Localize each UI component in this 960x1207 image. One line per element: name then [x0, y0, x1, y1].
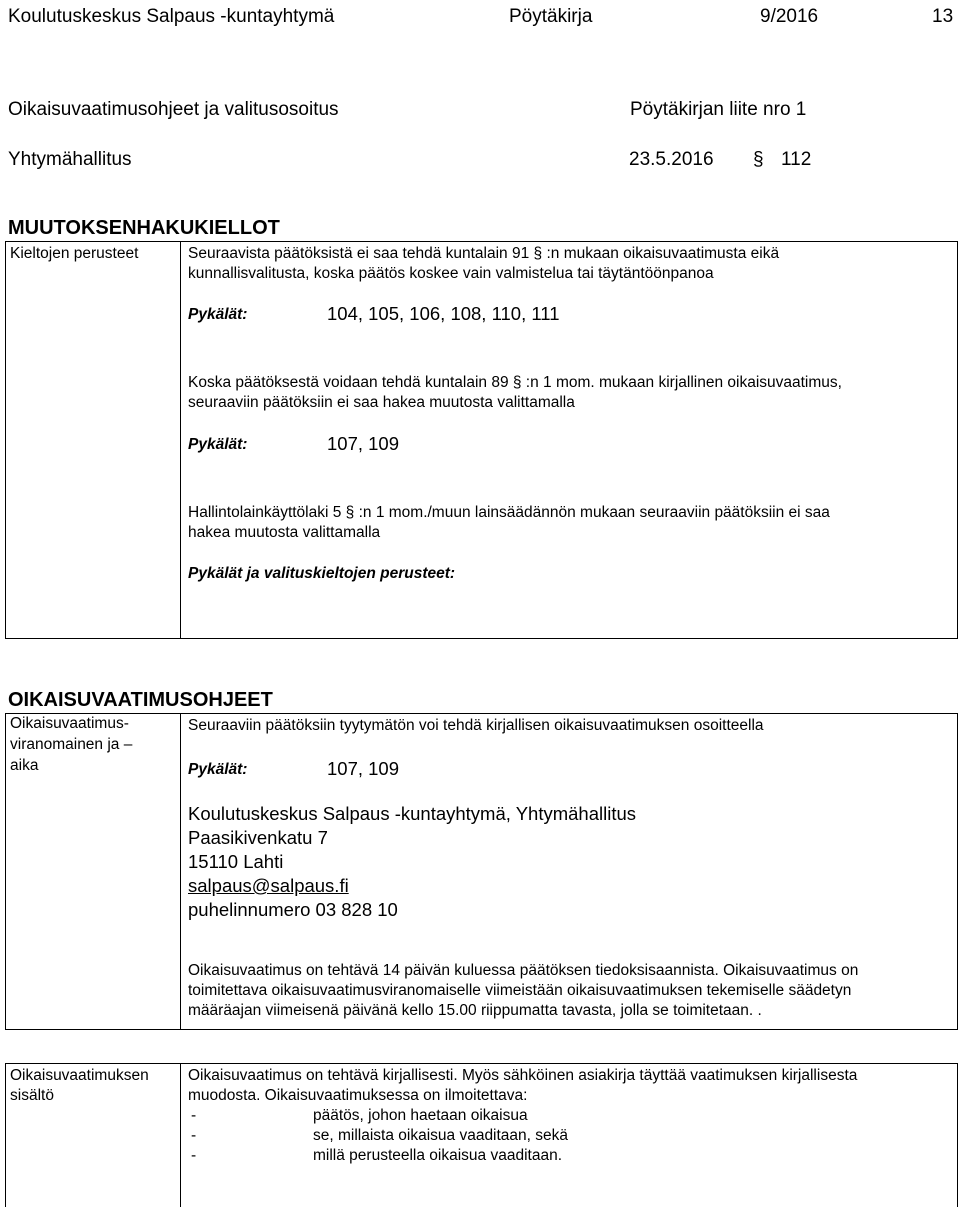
block1-pykalat: 104, 105, 106, 108, 110, 111 — [327, 303, 560, 324]
dash-3: - — [191, 1147, 197, 1164]
block2-pykalat: 107, 109 — [327, 433, 400, 454]
viranomainen-label-2: viranomainen ja – — [10, 736, 133, 753]
ohjeet-pykalat-label: Pykälät: — [188, 761, 248, 778]
block1-line2: kunnallisvalitusta, koska päätös koskee vain valmistelua tai täytäntöönpanoa — [188, 265, 714, 282]
deadline-line3: määräajan viimeisenä päivänä kello 15.00 riippumatta tavasta, jolla se toimitetaan. . — [188, 1002, 762, 1019]
email-link[interactable]: salpaus@salpaus.fi — [188, 875, 349, 896]
block2-pykalat-label: Pykälät: — [188, 436, 248, 453]
address-city: 15110 Lahti — [188, 851, 284, 872]
sisalto-line2: muodosta. Oikaisuvaatimuksessa on ilmoitettava: — [188, 1087, 528, 1104]
address-name: Koulutuskeskus Salpaus -kuntayhtymä, Yhtymähallitus — [188, 803, 637, 824]
ohjeet-heading: OIKAISUVAATIMUSOHJEET — [8, 689, 273, 711]
doc-number: 9/2016 — [760, 6, 819, 27]
ohjeet-intro: Seuraaviin päätöksiin tyytymätön voi tehdä kirjallisen oikaisuvaatimuksen osoitteella — [188, 717, 764, 734]
block1-line1: Seuraavista päätöksistä ei saa tehdä kuntalain 91 § :n mukaan oikaisuvaatimusta eikä — [188, 245, 780, 262]
block1-pykalat-label: Pykälät: — [188, 306, 248, 323]
address-street: Paasikivenkatu 7 — [188, 827, 328, 848]
org-name: Koulutuskeskus Salpaus -kuntayhtymä — [8, 6, 335, 27]
viranomainen-label-1: Oikaisuvaatimus- — [10, 715, 129, 732]
meeting-body: Yhtymähallitus — [8, 149, 132, 170]
section-number: 112 — [781, 149, 812, 170]
block3-label: Pykälät ja valituskieltojen perusteet: — [188, 565, 456, 582]
deadline-line2: toimitettava oikaisuvaatimusviranomaiselle viimeistään oikaisuvaatimuksen tekemiselle säädetyn — [188, 982, 852, 999]
page-number: 13 — [932, 6, 954, 27]
list-item: päätös, johon haetaan oikaisua — [313, 1107, 528, 1124]
sisalto-label-2: sisältö — [10, 1087, 54, 1104]
ohjeet-pykalat: 107, 109 — [327, 758, 400, 779]
sisalto-line1: Oikaisuvaatimus on tehtävä kirjallisesti. Myös sähköinen asiakirja täyttää vaatimuksen kirjallisesta — [188, 1067, 858, 1084]
doc-type: Pöytäkirja — [509, 6, 593, 27]
address-phone: puhelinnumero 03 828 10 — [188, 899, 398, 920]
list-item: se, millaista oikaisua vaaditaan, sekä — [313, 1127, 569, 1144]
deadline-line1: Oikaisuvaatimus on tehtävä 14 päivän kuluessa päätöksen tiedoksisaannista. Oikaisuvaatimus on — [188, 962, 859, 979]
address-email-row — [188, 875, 349, 897]
kieltojen-perusteet-label: Kieltojen perusteet — [10, 245, 139, 262]
sisalto-label-1: Oikaisuvaatimuksen — [10, 1067, 149, 1084]
dash-2: - — [191, 1127, 197, 1144]
block2-line1: Koska päätöksestä voidaan tehdä kuntalain 89 § :n 1 mom. mukaan kirjallinen oikaisuvaatimus, — [188, 374, 842, 391]
block2-line2: seuraaviin päätöksiin ei saa hakea muutosta valittamalla — [188, 394, 575, 411]
block3-line2: hakea muutosta valittamalla — [188, 524, 381, 541]
block3-line1: Hallintolainkäyttölaki 5 § :n 1 mom./muun lainsäädännön mukaan seuraaviin päätöksiin ei saa — [188, 504, 830, 521]
viranomainen-label-3: aika — [10, 757, 39, 774]
dash-1: - — [191, 1107, 197, 1124]
meeting-date: 23.5.2016 — [629, 149, 714, 170]
muutoksenhaku-heading: MUUTOKSENHAKUKIELLOT — [8, 217, 280, 239]
appendix-label: Pöytäkirjan liite nro 1 — [630, 99, 807, 120]
list-item: millä perusteella oikaisua vaaditaan. — [313, 1147, 563, 1164]
section-mark: § — [753, 149, 764, 170]
appendix-title: Oikaisuvaatimusohjeet ja valitusosoitus — [8, 99, 339, 120]
